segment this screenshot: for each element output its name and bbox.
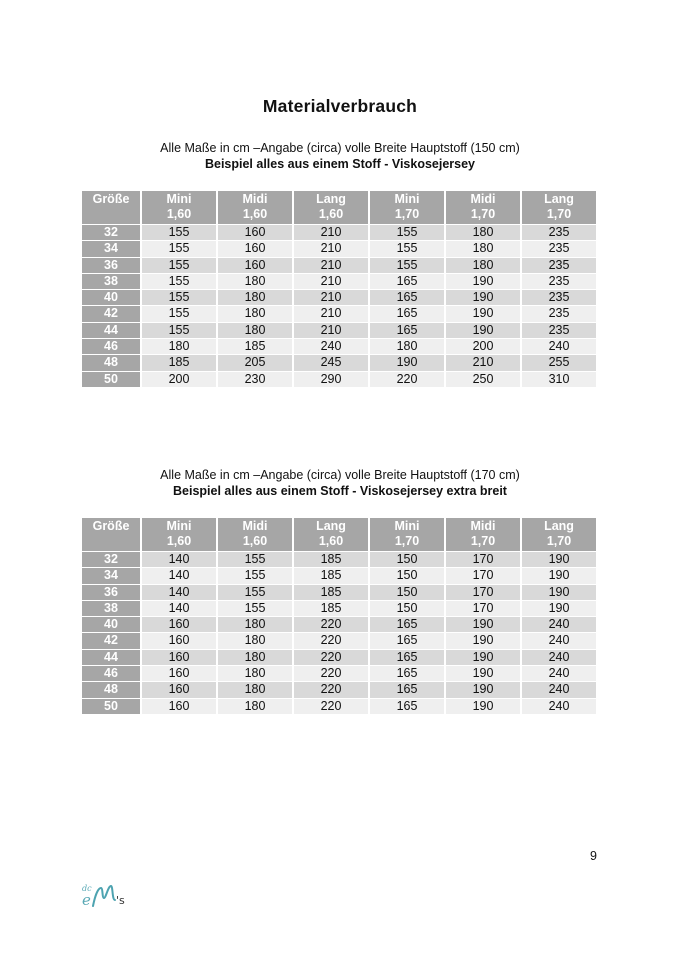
table-row bbox=[82, 633, 596, 648]
value-cell: 160 bbox=[142, 666, 216, 681]
column-header-height: 1,70 bbox=[470, 534, 496, 548]
table-body bbox=[82, 552, 596, 714]
column-header-label: Lang bbox=[544, 519, 574, 533]
value-cell: 240 bbox=[522, 650, 596, 665]
value-cell: 155 bbox=[142, 306, 216, 321]
value-cell: 165 bbox=[370, 699, 444, 714]
size-cell: 38 bbox=[82, 601, 140, 616]
value-cell: 180 bbox=[446, 258, 520, 273]
value-cell: 155 bbox=[142, 241, 216, 256]
value-cell: 290 bbox=[294, 372, 368, 387]
value-cell: 155 bbox=[370, 258, 444, 273]
value-cell: 170 bbox=[446, 568, 520, 583]
value-cell: 140 bbox=[142, 601, 216, 616]
value-cell: 185 bbox=[218, 339, 292, 354]
size-cell: 36 bbox=[82, 585, 140, 600]
value-cell: 220 bbox=[294, 650, 368, 665]
value-cell: 310 bbox=[522, 372, 596, 387]
size-cell: 36 bbox=[82, 258, 140, 273]
value-cell: 180 bbox=[370, 339, 444, 354]
table-row bbox=[82, 552, 596, 567]
column-header-label: Mini bbox=[394, 192, 420, 206]
logo-icon bbox=[78, 880, 134, 914]
value-cell: 220 bbox=[294, 617, 368, 632]
value-cell: 160 bbox=[142, 650, 216, 665]
column-header-label: Midi bbox=[470, 192, 496, 206]
column-header-label: Größe bbox=[92, 519, 130, 533]
value-cell: 160 bbox=[218, 241, 292, 256]
table2-section bbox=[82, 467, 598, 715]
table-row bbox=[82, 372, 596, 387]
size-cell: 50 bbox=[82, 699, 140, 714]
value-cell: 210 bbox=[294, 290, 368, 305]
value-cell: 235 bbox=[522, 241, 596, 256]
column-header-height: 1,70 bbox=[394, 207, 420, 221]
size-cell: 34 bbox=[82, 568, 140, 583]
column-header-label: Midi bbox=[242, 192, 268, 206]
column-header-height: 1,60 bbox=[242, 534, 268, 548]
table-row bbox=[82, 617, 596, 632]
value-cell: 190 bbox=[370, 355, 444, 370]
value-cell: 200 bbox=[142, 372, 216, 387]
value-cell: 155 bbox=[370, 225, 444, 240]
value-cell: 185 bbox=[294, 585, 368, 600]
table-row bbox=[82, 682, 596, 697]
value-cell: 180 bbox=[446, 241, 520, 256]
value-cell: 165 bbox=[370, 323, 444, 338]
value-cell: 165 bbox=[370, 290, 444, 305]
column-header-height: 1,70 bbox=[546, 534, 572, 548]
column-header-label: Mini bbox=[394, 519, 420, 533]
value-cell: 180 bbox=[446, 225, 520, 240]
column-header-height: 1,60 bbox=[166, 207, 192, 221]
value-cell: 155 bbox=[142, 323, 216, 338]
size-cell: 46 bbox=[82, 339, 140, 354]
size-cell: 32 bbox=[82, 552, 140, 567]
column-header-label: Mini bbox=[166, 519, 192, 533]
value-cell: 220 bbox=[370, 372, 444, 387]
value-cell: 180 bbox=[218, 274, 292, 289]
value-cell: 155 bbox=[142, 274, 216, 289]
value-cell: 165 bbox=[370, 650, 444, 665]
value-cell: 155 bbox=[218, 568, 292, 583]
column-header-height: 1,70 bbox=[394, 534, 420, 548]
value-cell: 190 bbox=[522, 568, 596, 583]
value-cell: 160 bbox=[142, 699, 216, 714]
column-header bbox=[142, 518, 216, 551]
table-row bbox=[82, 339, 596, 354]
value-cell: 185 bbox=[294, 601, 368, 616]
table-row bbox=[82, 585, 596, 600]
column-header-label: Midi bbox=[242, 519, 268, 533]
column-header-label: Midi bbox=[470, 519, 496, 533]
size-cell: 48 bbox=[82, 355, 140, 370]
table-header-row bbox=[82, 518, 596, 551]
column-header bbox=[522, 191, 596, 224]
size-cell: 40 bbox=[82, 617, 140, 632]
table1-subtitle-bold-text: Beispiel alles aus einem Stoff - Viskosejersey bbox=[204, 157, 476, 171]
value-cell: 155 bbox=[142, 258, 216, 273]
page-number: 9 bbox=[590, 849, 597, 863]
value-cell: 190 bbox=[522, 585, 596, 600]
value-cell: 170 bbox=[446, 585, 520, 600]
column-header bbox=[218, 191, 292, 224]
column-header-height: 1,60 bbox=[242, 207, 268, 221]
column-header bbox=[294, 518, 368, 551]
value-cell: 235 bbox=[522, 323, 596, 338]
size-cell: 44 bbox=[82, 650, 140, 665]
value-cell: 210 bbox=[294, 274, 368, 289]
value-cell: 210 bbox=[294, 323, 368, 338]
value-cell: 210 bbox=[294, 241, 368, 256]
table2-subtitle: Alle Maße in cm –Angabe (circa) volle Breite Hauptstoff (170 cm) bbox=[160, 468, 520, 482]
value-cell: 155 bbox=[142, 225, 216, 240]
table-row bbox=[82, 601, 596, 616]
table2-subtitle-bold-text: Beispiel alles aus einem Stoff - Viskosejersey extra breit bbox=[173, 484, 507, 498]
svg-text:dc: dc bbox=[82, 884, 92, 893]
column-header bbox=[522, 518, 596, 551]
column-header-label: Lang bbox=[316, 519, 346, 533]
value-cell: 150 bbox=[370, 568, 444, 583]
value-cell: 200 bbox=[446, 339, 520, 354]
value-cell: 190 bbox=[446, 666, 520, 681]
table-row bbox=[82, 699, 596, 714]
value-cell: 150 bbox=[370, 585, 444, 600]
value-cell: 245 bbox=[294, 355, 368, 370]
table-row bbox=[82, 650, 596, 665]
column-header-height: 1,70 bbox=[470, 207, 496, 221]
value-cell: 165 bbox=[370, 666, 444, 681]
table-header-row bbox=[82, 191, 596, 224]
value-cell: 220 bbox=[294, 699, 368, 714]
value-cell: 210 bbox=[294, 258, 368, 273]
column-header-size bbox=[82, 191, 140, 224]
page-title: Materialverbrauch bbox=[262, 96, 418, 116]
value-cell: 180 bbox=[218, 666, 292, 681]
value-cell: 190 bbox=[446, 682, 520, 697]
fabric-table-170 bbox=[80, 517, 598, 715]
table1-subtitle: Alle Maße in cm –Angabe (circa) volle Breite Hauptstoff (150 cm) bbox=[160, 141, 520, 155]
table-row bbox=[82, 666, 596, 681]
column-header-label: Lang bbox=[316, 192, 346, 206]
value-cell: 210 bbox=[294, 225, 368, 240]
value-cell: 235 bbox=[522, 225, 596, 240]
table-body bbox=[82, 225, 596, 387]
value-cell: 165 bbox=[370, 682, 444, 697]
table-row bbox=[82, 323, 596, 338]
value-cell: 155 bbox=[218, 601, 292, 616]
value-cell: 160 bbox=[142, 617, 216, 632]
value-cell: 240 bbox=[522, 633, 596, 648]
column-header bbox=[142, 191, 216, 224]
value-cell: 150 bbox=[370, 552, 444, 567]
value-cell: 205 bbox=[218, 355, 292, 370]
value-cell: 140 bbox=[142, 568, 216, 583]
value-cell: 240 bbox=[522, 617, 596, 632]
table-row bbox=[82, 355, 596, 370]
value-cell: 210 bbox=[294, 306, 368, 321]
value-cell: 190 bbox=[522, 552, 596, 567]
column-header-height: 1,60 bbox=[318, 534, 344, 548]
value-cell: 220 bbox=[294, 633, 368, 648]
value-cell: 255 bbox=[522, 355, 596, 370]
value-cell: 190 bbox=[446, 650, 520, 665]
size-cell: 44 bbox=[82, 323, 140, 338]
value-cell: 190 bbox=[446, 290, 520, 305]
svg-text:'s: 's bbox=[116, 894, 125, 907]
size-cell: 48 bbox=[82, 682, 140, 697]
brand-logo bbox=[78, 880, 134, 914]
value-cell: 170 bbox=[446, 552, 520, 567]
value-cell: 180 bbox=[218, 617, 292, 632]
value-cell: 240 bbox=[294, 339, 368, 354]
value-cell: 180 bbox=[218, 650, 292, 665]
column-header-size bbox=[82, 518, 140, 551]
size-cell: 40 bbox=[82, 290, 140, 305]
value-cell: 240 bbox=[522, 699, 596, 714]
value-cell: 160 bbox=[218, 258, 292, 273]
table-row bbox=[82, 568, 596, 583]
value-cell: 180 bbox=[218, 682, 292, 697]
value-cell: 160 bbox=[218, 225, 292, 240]
value-cell: 240 bbox=[522, 682, 596, 697]
value-cell: 165 bbox=[370, 306, 444, 321]
value-cell: 165 bbox=[370, 617, 444, 632]
column-header bbox=[446, 518, 520, 551]
value-cell: 240 bbox=[522, 666, 596, 681]
column-header-height: 1,70 bbox=[546, 207, 572, 221]
value-cell: 140 bbox=[142, 585, 216, 600]
value-cell: 140 bbox=[142, 552, 216, 567]
value-cell: 240 bbox=[522, 339, 596, 354]
column-header bbox=[294, 191, 368, 224]
value-cell: 185 bbox=[142, 355, 216, 370]
size-cell: 42 bbox=[82, 633, 140, 648]
table-row bbox=[82, 258, 596, 273]
value-cell: 235 bbox=[522, 274, 596, 289]
table1-subtitle-bold bbox=[82, 156, 598, 172]
column-header bbox=[370, 518, 444, 551]
value-cell: 155 bbox=[142, 290, 216, 305]
column-header-label: Lang bbox=[544, 192, 574, 206]
table1-section bbox=[82, 140, 598, 388]
value-cell: 190 bbox=[446, 699, 520, 714]
value-cell: 250 bbox=[446, 372, 520, 387]
value-cell: 220 bbox=[294, 666, 368, 681]
value-cell: 155 bbox=[218, 552, 292, 567]
value-cell: 165 bbox=[370, 274, 444, 289]
value-cell: 235 bbox=[522, 258, 596, 273]
column-header-label: Mini bbox=[166, 192, 192, 206]
size-cell: 50 bbox=[82, 372, 140, 387]
value-cell: 185 bbox=[294, 552, 368, 567]
value-cell: 155 bbox=[218, 585, 292, 600]
size-cell: 42 bbox=[82, 306, 140, 321]
value-cell: 160 bbox=[142, 682, 216, 697]
value-cell: 180 bbox=[218, 699, 292, 714]
value-cell: 230 bbox=[218, 372, 292, 387]
column-header-height: 1,60 bbox=[318, 207, 344, 221]
value-cell: 165 bbox=[370, 633, 444, 648]
size-cell: 46 bbox=[82, 666, 140, 681]
value-cell: 190 bbox=[446, 633, 520, 648]
value-cell: 190 bbox=[446, 274, 520, 289]
value-cell: 180 bbox=[218, 633, 292, 648]
value-cell: 180 bbox=[218, 290, 292, 305]
size-cell: 38 bbox=[82, 274, 140, 289]
value-cell: 185 bbox=[294, 568, 368, 583]
value-cell: 155 bbox=[370, 241, 444, 256]
value-cell: 190 bbox=[446, 323, 520, 338]
table-row bbox=[82, 290, 596, 305]
value-cell: 220 bbox=[294, 682, 368, 697]
size-cell: 32 bbox=[82, 225, 140, 240]
column-header-height: 1,60 bbox=[166, 534, 192, 548]
value-cell: 190 bbox=[446, 617, 520, 632]
table-row bbox=[82, 241, 596, 256]
table-row bbox=[82, 306, 596, 321]
table-row bbox=[82, 274, 596, 289]
value-cell: 190 bbox=[522, 601, 596, 616]
fabric-table-150 bbox=[80, 190, 598, 388]
column-header bbox=[218, 518, 292, 551]
column-header-label: Größe bbox=[92, 192, 130, 206]
value-cell: 170 bbox=[446, 601, 520, 616]
value-cell: 210 bbox=[446, 355, 520, 370]
svg-text:e: e bbox=[82, 891, 91, 909]
value-cell: 180 bbox=[218, 323, 292, 338]
value-cell: 235 bbox=[522, 290, 596, 305]
table2-subtitle-bold bbox=[82, 483, 598, 499]
value-cell: 180 bbox=[142, 339, 216, 354]
value-cell: 160 bbox=[142, 633, 216, 648]
value-cell: 235 bbox=[522, 306, 596, 321]
size-cell: 34 bbox=[82, 241, 140, 256]
value-cell: 150 bbox=[370, 601, 444, 616]
column-header bbox=[446, 191, 520, 224]
value-cell: 190 bbox=[446, 306, 520, 321]
column-header bbox=[370, 191, 444, 224]
table-row bbox=[82, 225, 596, 240]
value-cell: 180 bbox=[218, 306, 292, 321]
